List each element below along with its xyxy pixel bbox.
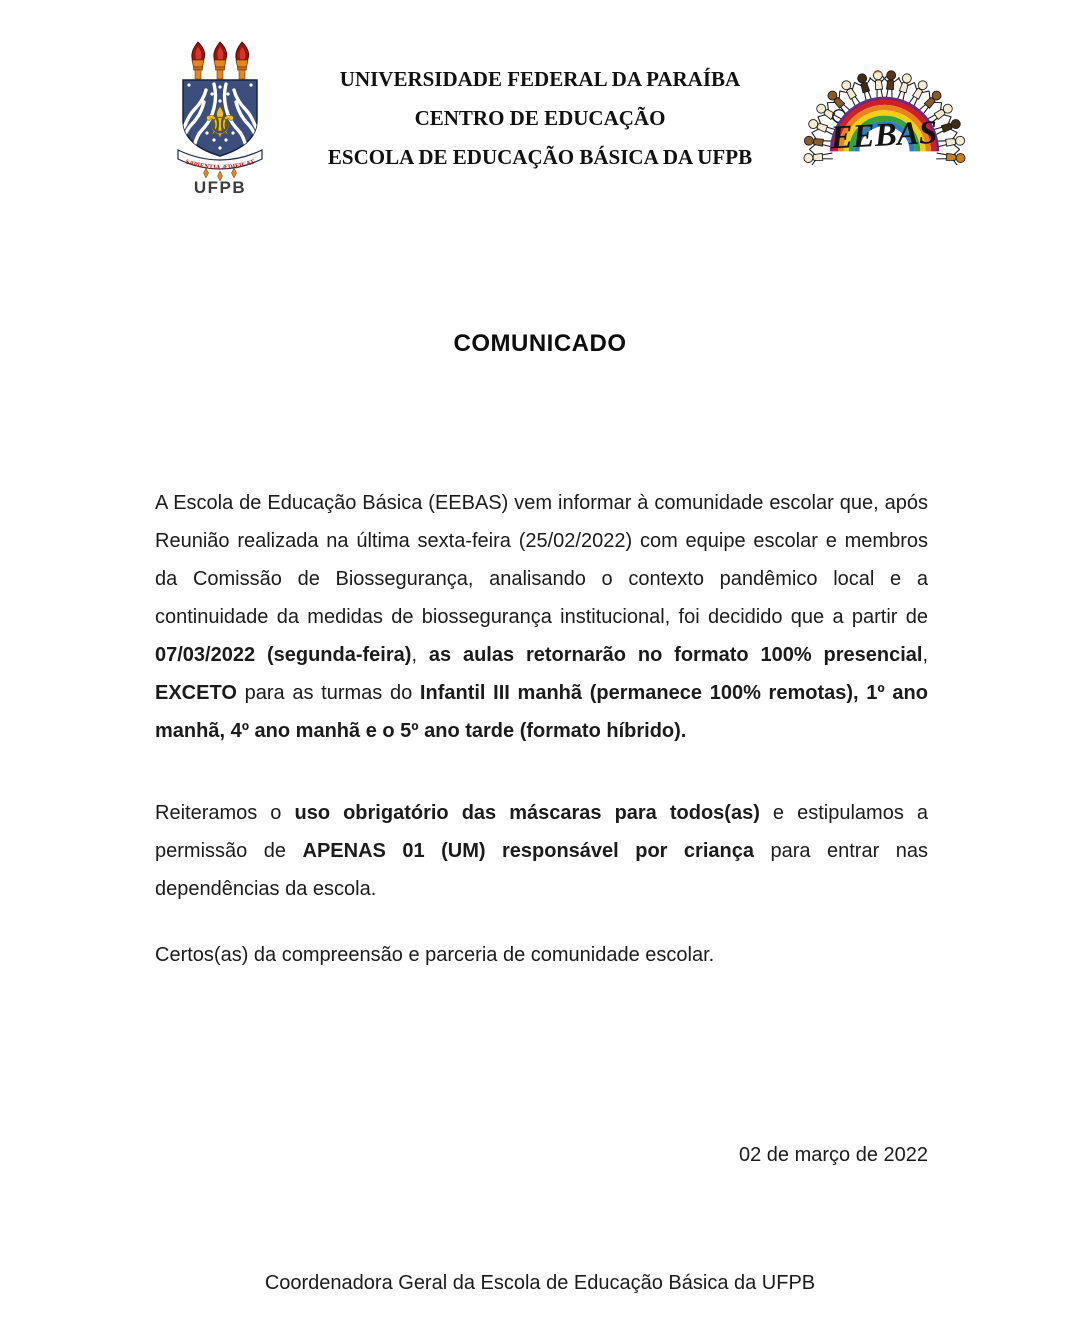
paragraph-masks: Reiteramos o uso obrigatório das máscaras para todos(as) e estipulamos a permissão de APENAS 01 (UM) responsável por criança para entrar nas dependências da escola.: [155, 802, 928, 900]
paragraph-announcement: A Escola de Educação Básica (EEBAS) vem informar à comunidade escolar que, após Reunião realizada na última sexta-feira (25/02/2022) com equipe escolar e membros da Comissão de Biossegurança, analisando o contexto pandêmico local e a continuidade da medidas de biossegurança institucional, foi decidido que a partir de 07/03/2022 (segunda-feira), as aulas retornarão no formato 100% presencial, EXCETO para as turmas do Infantil III manhã (permanece 100% remotas), 1º ano manhã, 4º ano manhã e o 5º ano tarde (formato híbrido).: [155, 492, 928, 742]
page-title: COMUNICADO: [453, 330, 627, 357]
crest-motto-text: SAPIENTIA ÆDIFICAT: [184, 158, 256, 172]
eebas-logo-label: EEBAS: [829, 114, 939, 157]
signature-line: Coordenadora Geral da Escola de Educação Básica da UFPB: [264, 1272, 816, 1294]
fleur-de-lis-icon: ⚜: [201, 98, 239, 147]
paragraph-closing: Certos(as) da compreensão e parceria de comunidade escolar.: [155, 944, 715, 966]
document-body: [155, 484, 928, 974]
org-line-school: ESCOLA DE EDUCAÇÃO BÁSICA DA UFPB: [327, 145, 753, 169]
ufpb-logo-label: UFPB: [193, 178, 247, 195]
org-line-university: UNIVERSIDADE FEDERAL DA PARAÍBA: [339, 67, 741, 91]
date-line: 02 de março de 2022: [738, 1144, 928, 1166]
eebas-logo: [792, 58, 977, 165]
org-line-center: CENTRO DE EDUCAÇÃO: [414, 106, 666, 130]
